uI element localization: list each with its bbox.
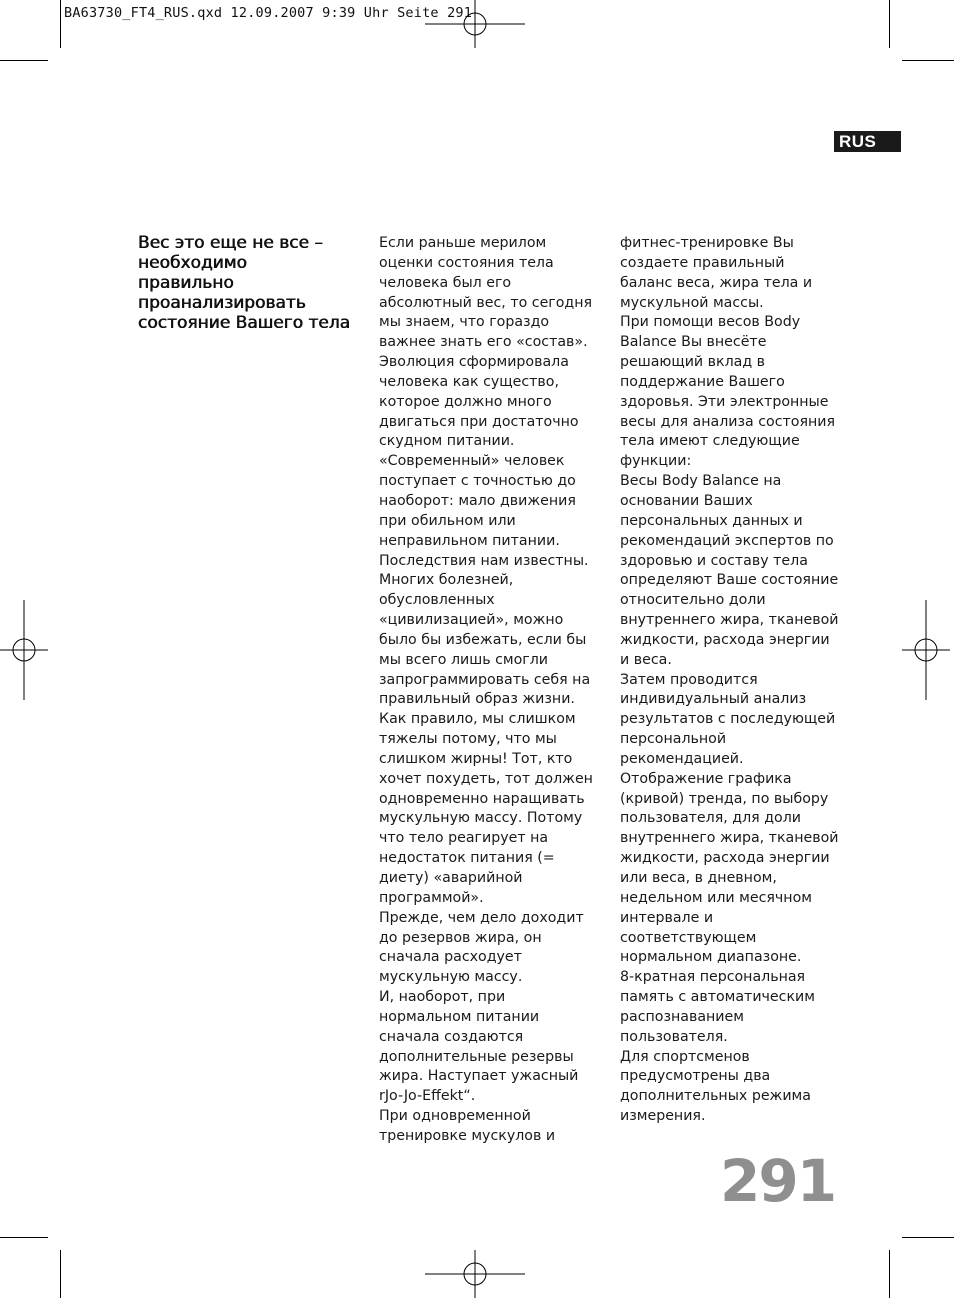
- text-line: И, наоборот, при: [379, 989, 506, 1006]
- crop-mark-top-right-vertical: [889, 0, 890, 48]
- heading-line: правильно: [138, 273, 234, 293]
- text-line: сначала расходует: [379, 949, 522, 966]
- text-line: человека был его: [379, 274, 512, 291]
- text-line: решающий вклад в: [620, 354, 766, 371]
- text-line: запрограммировать себя на: [379, 671, 591, 688]
- text-line: внутреннего жира, тканевой: [620, 830, 839, 847]
- text-line: Последствия нам известны.: [379, 552, 589, 569]
- text-line: и веса.: [620, 651, 672, 668]
- text-line: баланс веса, жира тела и: [620, 274, 813, 291]
- heading-line: Вес это еще не все –: [138, 233, 323, 253]
- body-text-column-1: [379, 234, 599, 1147]
- crop-mark-top-left-vertical: [60, 0, 61, 48]
- text-line: основании Ваших: [620, 492, 753, 509]
- text-line: тела имеют следующие: [620, 433, 800, 450]
- text-line: интервале и: [620, 909, 714, 926]
- text-line: измерения.: [620, 1108, 706, 1125]
- crop-mark-bottom-left-horizontal: [0, 1237, 48, 1238]
- body-text-column-2: [620, 234, 845, 1127]
- text-line: неправильном питании.: [379, 532, 560, 549]
- text-line: важнее знать его «состав».: [379, 334, 588, 351]
- text-line: весы для анализа состояния: [620, 413, 836, 430]
- heading-line: необходимо: [138, 253, 247, 273]
- text-line: скудном питании.: [379, 433, 515, 450]
- text-line: жидкости, расхода энергии: [620, 631, 830, 648]
- text-line: рекомендаций экспертов по: [620, 532, 834, 549]
- registration-mark-top: [425, 0, 525, 48]
- text-line: предусмотрены два: [620, 1068, 771, 1085]
- text-line: Если раньше мерилом: [379, 235, 547, 251]
- text-line: дополнительные резервы: [379, 1048, 574, 1065]
- text-line: Эволюция сформировала: [379, 354, 569, 371]
- text-line: до резервов жира, он: [379, 929, 542, 946]
- text-line: поступает с точностью до: [379, 473, 576, 490]
- heading-line: состояние Вашего тела: [138, 313, 351, 333]
- page-number: 291: [720, 1147, 836, 1215]
- text-line: Отображение графика: [620, 770, 792, 787]
- section-heading: [138, 233, 368, 333]
- print-slug: BA63730_FT4_RUS.qxd 12.09.2007 9:39 Uhr Seite 291: [64, 5, 473, 21]
- text-line: диету) «аварийной: [379, 870, 523, 886]
- text-line: хочет похудеть, тот должен: [379, 770, 593, 787]
- crop-mark-bottom-left-vertical: [60, 1250, 61, 1298]
- text-line: недельном или месячном: [620, 889, 812, 906]
- text-line: персональных данных и: [620, 512, 803, 529]
- text-line: персональной: [620, 731, 727, 748]
- crop-mark-top-right-horizontal: [902, 60, 954, 61]
- text-line: rJo-Jo-Effekt“.: [379, 1088, 476, 1105]
- text-line: Прежде, чем дело доходит: [379, 909, 584, 926]
- text-line: жидкости, расхода энергии: [620, 850, 830, 867]
- text-line: мы всего лишь смогли: [379, 651, 549, 668]
- text-line: недостаток питания (=: [379, 850, 555, 867]
- text-line: наоборот: мало движения: [379, 492, 576, 509]
- text-line: мускульной массы.: [620, 294, 764, 311]
- text-line: мы знаем, что гораздо: [379, 314, 550, 331]
- text-line: мускульную массу.: [379, 969, 523, 986]
- text-line: поддержание Вашего: [620, 373, 785, 390]
- text-line: здоровья. Эти электронные: [620, 393, 829, 410]
- text-line: при обильном или: [379, 512, 516, 529]
- text-line: нормальном питании: [379, 1008, 540, 1025]
- text-line: При одновременной: [379, 1108, 531, 1125]
- text-line: сначала создаются: [379, 1028, 524, 1045]
- text-line: относительно доли: [620, 592, 766, 609]
- text-line: двигаться при достаточно: [379, 413, 579, 430]
- text-line: было бы избежать, если бы: [379, 631, 587, 648]
- registration-mark-right: [902, 600, 950, 700]
- text-line: оценки состояния тела: [379, 254, 554, 271]
- registration-mark-bottom: [425, 1250, 525, 1298]
- text-line: или веса, в дневном,: [620, 870, 777, 886]
- text-line: соответствующем: [620, 929, 757, 946]
- text-line: Весы Body Balance на: [620, 473, 782, 490]
- text-line: здоровью и составу тела: [620, 552, 808, 569]
- text-line: пользователя, для доли: [620, 810, 801, 827]
- text-line: обусловленных: [379, 592, 495, 609]
- text-line: абсолютный вес, то сегодня: [379, 294, 593, 311]
- text-line: При помощи весов Body: [620, 314, 801, 331]
- text-line: человека как существо,: [379, 373, 559, 390]
- text-line: Затем проводится: [620, 671, 758, 688]
- text-line: фитнес-тренировке Вы: [620, 235, 794, 251]
- text-line: определяют Ваше состояние: [620, 572, 839, 589]
- text-line: правильный образ жизни.: [379, 691, 575, 708]
- text-line: Для спортсменов: [620, 1048, 750, 1065]
- text-line: тренировке мускулов и: [379, 1127, 556, 1144]
- text-line: Balance Вы внесёте: [620, 334, 767, 351]
- text-line: память с автоматическим: [620, 989, 815, 1006]
- crop-mark-bottom-right-vertical: [889, 1250, 890, 1298]
- text-line: одновременно наращивать: [379, 790, 585, 807]
- text-line: жира. Наступает ужасный: [379, 1068, 579, 1085]
- text-line: пользователя.: [620, 1028, 728, 1045]
- text-line: 8-кратная персональная: [620, 969, 806, 986]
- text-line: которое должно много: [379, 393, 552, 410]
- text-line: Как правило, мы слишком: [379, 711, 576, 728]
- text-line: что тело реагирует на: [379, 830, 549, 847]
- text-line: функции:: [620, 453, 692, 470]
- text-line: рекомендацией.: [620, 750, 744, 767]
- text-line: создаете правильный: [620, 254, 785, 271]
- text-line: внутреннего жира, тканевой: [620, 612, 839, 629]
- text-line: (кривой) тренда, по выбору: [620, 790, 829, 807]
- text-line: слишком жирны! Тот, кто: [379, 750, 573, 767]
- text-line: тяжелы потому, что мы: [379, 731, 557, 748]
- heading-line: проанализировать: [138, 293, 306, 313]
- text-line: Многих болезней,: [379, 572, 514, 589]
- text-line: индивидуальный анализ: [620, 691, 807, 708]
- text-line: «Современный» человек: [379, 453, 565, 470]
- text-line: результатов с последующей: [620, 711, 836, 728]
- text-line: нормальном диапазоне.: [620, 949, 802, 966]
- registration-mark-left: [0, 600, 48, 700]
- text-line: распознаванием: [620, 1008, 744, 1025]
- text-line: программой».: [379, 889, 484, 906]
- language-badge: RUS: [834, 131, 901, 152]
- crop-mark-bottom-right-horizontal: [902, 1237, 954, 1238]
- text-line: «цивилизацией», можно: [379, 612, 564, 629]
- text-line: дополнительных режима: [620, 1088, 811, 1105]
- crop-mark-top-left-horizontal: [0, 60, 48, 61]
- text-line: мускульную массу. Потому: [379, 810, 583, 827]
